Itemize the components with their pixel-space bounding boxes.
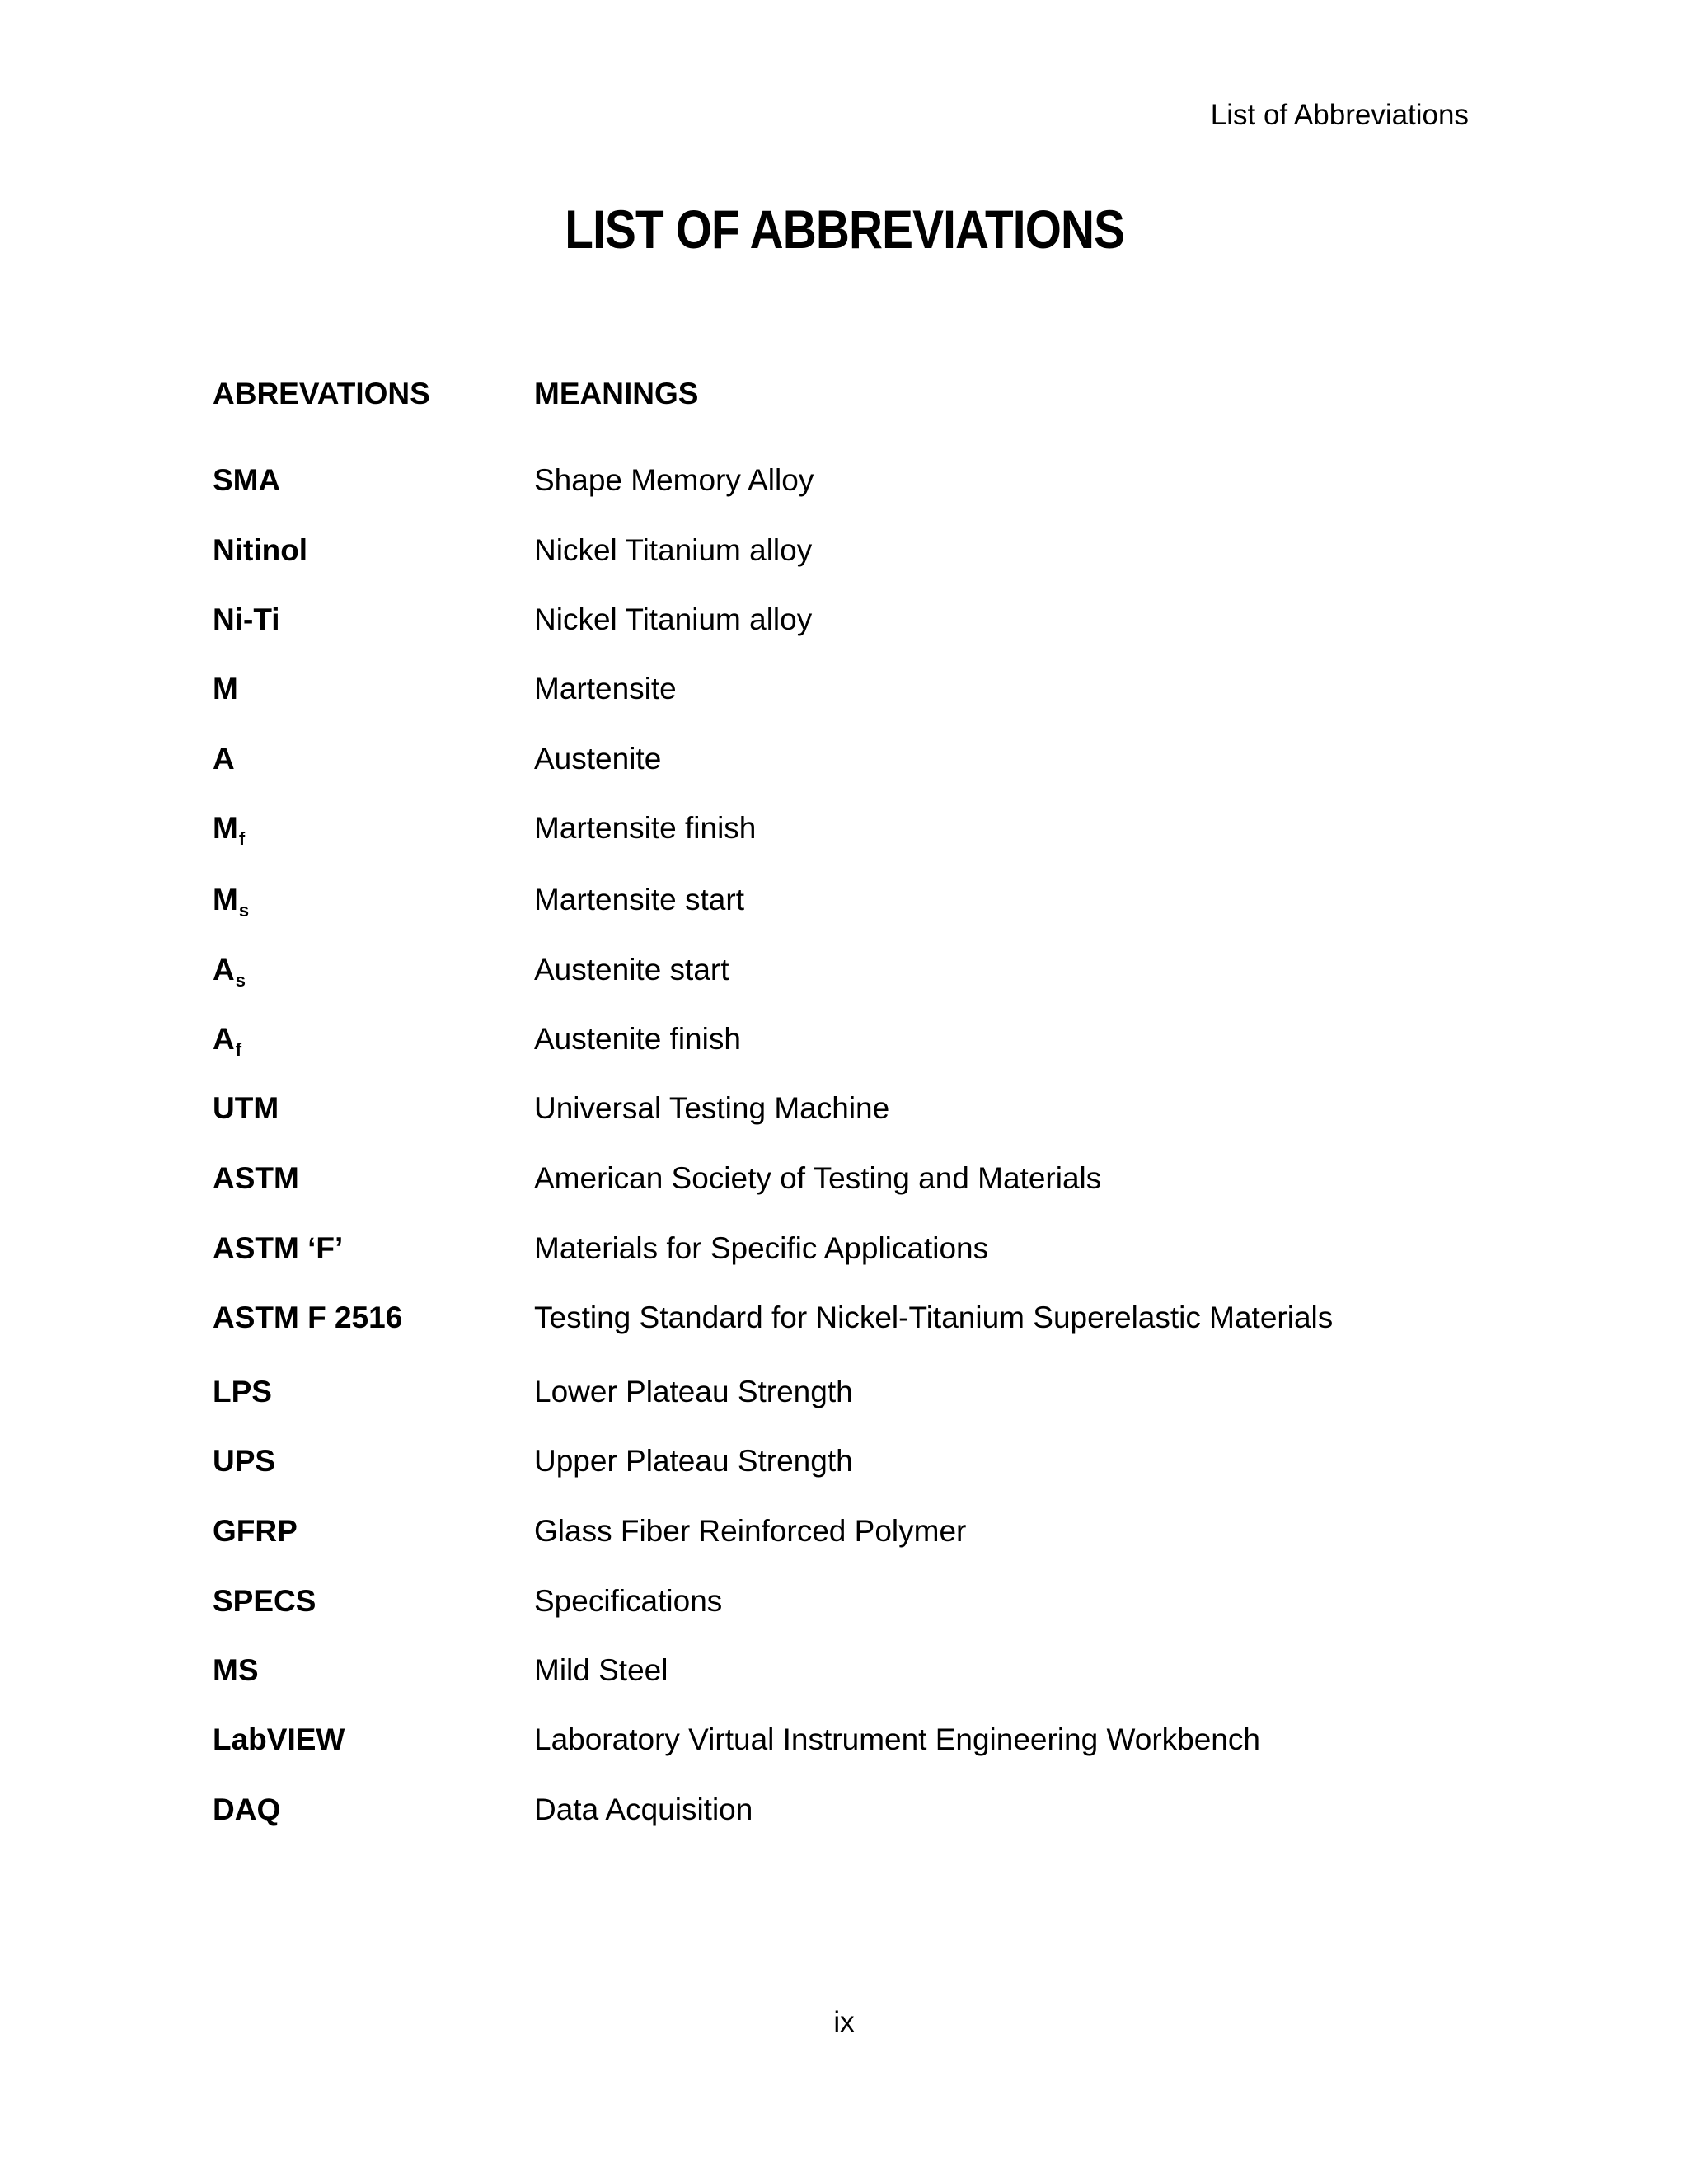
abbreviation-meaning: Nickel Titanium alloy [534, 602, 813, 636]
abbreviation-text: SMA [213, 463, 281, 497]
abbreviation-meaning: Shape Memory Alloy [534, 463, 814, 497]
abbreviation-term [213, 1159, 299, 1198]
abbreviation-subscript: s [235, 970, 246, 991]
abbreviation-meaning: Materials for Specific Applications [534, 1231, 989, 1265]
abbreviation-meaning: Austenite finish [534, 1022, 741, 1056]
list-item [0, 1720, 1688, 1760]
abbreviation-meaning: Upper Plateau Strength [534, 1444, 853, 1478]
abbreviation-meaning: Glass Fiber Reinforced Polymer [534, 1514, 967, 1548]
abbreviation-term [213, 1298, 402, 1338]
list-item [0, 739, 1688, 779]
list-item [0, 1582, 1688, 1621]
list-item [0, 950, 1688, 990]
running-header: List of Abbreviations [1210, 99, 1469, 131]
list-item [0, 1372, 1688, 1412]
abbreviation-text: A [213, 953, 235, 987]
page-number: ix [833, 2006, 855, 2038]
abbreviation-term [213, 1089, 279, 1128]
abbreviation-text: M [213, 672, 238, 705]
abbreviation-term [213, 1372, 272, 1412]
abbreviation-text: UTM [213, 1091, 279, 1125]
abbreviation-term [213, 669, 238, 709]
abbreviation-term [213, 880, 249, 924]
list-item [0, 1790, 1688, 1830]
list-item [0, 808, 1688, 848]
abbreviation-meaning: Testing Standard for Nickel-Titanium Superelastic Materials [534, 1301, 1334, 1334]
abbreviation-meaning: Lower Plateau Strength [534, 1375, 853, 1408]
abbreviation-meaning: Specifications [534, 1584, 723, 1618]
list-item [0, 461, 1688, 500]
abbreviation-term [213, 1229, 343, 1268]
abbreviation-text: UPS [213, 1444, 276, 1478]
abbreviation-meaning: Austenite [534, 742, 662, 776]
abbreviation-meaning: Martensite start [534, 883, 744, 916]
abbreviation-meaning: Universal Testing Machine [534, 1091, 890, 1125]
abbreviation-meaning: Martensite finish [534, 811, 757, 845]
list-item [0, 531, 1688, 570]
list-item [0, 880, 1688, 920]
abbreviation-text: ASTM F 2516 [213, 1301, 403, 1334]
abbreviation-subscript: f [238, 828, 246, 849]
abbreviation-text: Nitinol [213, 533, 308, 567]
abbreviation-meaning: Laboratory Virtual Instrument Engineering Workbench [534, 1722, 1260, 1756]
abbreviation-term [213, 1441, 275, 1481]
abbreviation-term [213, 1582, 316, 1621]
abbreviation-text: ASTM [213, 1161, 299, 1195]
list-item [0, 1229, 1688, 1268]
abbreviation-text: ASTM ‘F’ [213, 1231, 344, 1265]
abbreviation-meaning: American Society of Testing and Materials [534, 1161, 1102, 1195]
abbreviation-term [213, 950, 246, 994]
list-item [0, 1651, 1688, 1690]
abbreviation-text: A [213, 1022, 235, 1056]
abbreviation-meaning: Nickel Titanium alloy [534, 533, 813, 567]
abbreviation-text: DAQ [213, 1793, 281, 1826]
abbreviation-term [213, 531, 307, 570]
abbreviation-text: MS [213, 1653, 259, 1687]
abbreviation-text: M [213, 883, 238, 916]
abbreviation-text: Ni-Ti [213, 602, 280, 636]
abbreviation-text: M [213, 811, 238, 845]
abbreviation-text: A [213, 742, 235, 776]
abbreviation-meaning: Austenite start [534, 953, 729, 987]
list-item [0, 1511, 1688, 1551]
abbreviations-column-header: ABREVATIONS [213, 377, 430, 410]
abbreviation-text: LPS [213, 1375, 272, 1408]
list-item [0, 1441, 1688, 1481]
abbreviation-subscript: s [238, 900, 250, 921]
abbreviation-term [213, 600, 280, 640]
abbreviation-term [213, 461, 280, 500]
abbreviation-term [213, 1019, 241, 1063]
abbreviation-term [213, 1511, 298, 1551]
abbreviation-text: GFRP [213, 1514, 298, 1548]
meanings-column-header: MEANINGS [534, 377, 699, 410]
abbreviation-meaning: Data Acquisition [534, 1793, 753, 1826]
list-item [0, 1019, 1688, 1059]
abbreviation-subscript: f [235, 1039, 242, 1060]
abbreviation-meaning: Mild Steel [534, 1653, 668, 1687]
list-item [0, 669, 1688, 709]
abbreviation-term [213, 1720, 345, 1760]
list-item [0, 1298, 1688, 1338]
list-item [0, 1159, 1688, 1198]
abbreviation-term [213, 808, 245, 852]
list-item [0, 1089, 1688, 1128]
abbreviation-term [213, 1790, 280, 1830]
page-title: LIST OF ABBREVIATIONS [565, 199, 1125, 260]
abbreviation-term [213, 739, 235, 779]
abbreviation-term [213, 1651, 259, 1690]
abbreviation-text: LabVIEW [213, 1722, 345, 1756]
list-item [0, 600, 1688, 640]
abbreviation-text: SPECS [213, 1584, 316, 1618]
abbreviation-meaning: Martensite [534, 672, 677, 705]
